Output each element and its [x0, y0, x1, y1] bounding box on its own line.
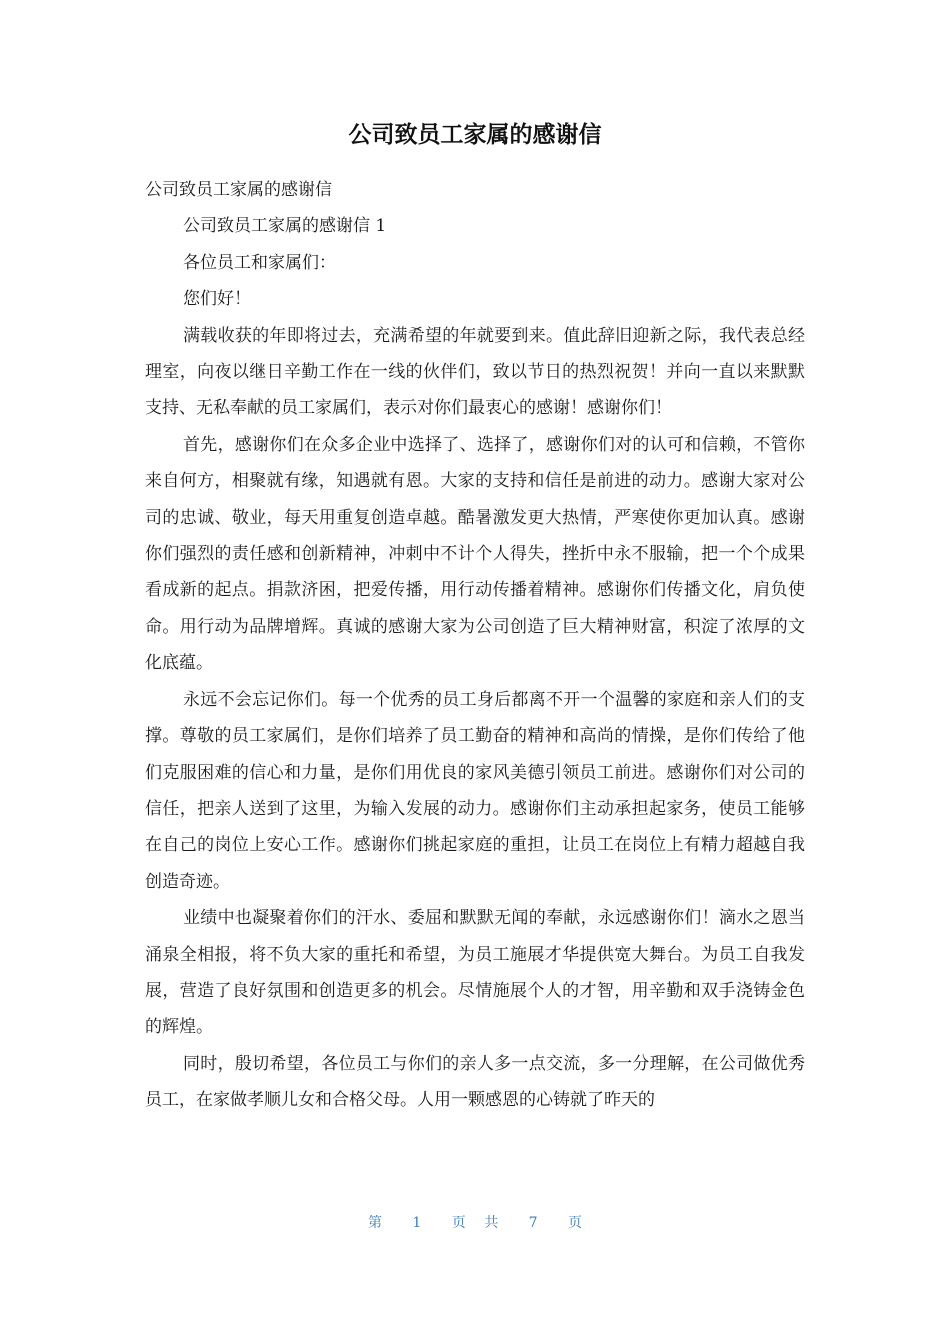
footer-total-pages: 7: [528, 1215, 538, 1231]
paragraph-body: 首先，感谢你们在众多企业中选择了、选择了，感谢你们对的认可和信赖，不管你来自何方，相聚就有缘，知遇就有恩。大家的支持和信任是前进的动力。感谢大家对公司的忠诚、敬业，每天用重复创造卓越。酷暑激发更大热情，严寒使你更加认真。感谢你们强烈的责任感和创新精神，冲刺中不计个人得失，挫折中永不服输，把一个个成果看成新的起点。捐款济困，把爱传播，用行动传播着精神。感谢你们传播文化，肩负使命。用行动为品牌增辉。真诚的感谢大家为公司创造了巨大精神财富，积淀了浓厚的文化底蕴。: [145, 434, 805, 674]
footer-label-page: 第: [367, 1215, 382, 1231]
document-title: 公司致员工家属的感谢信: [348, 122, 602, 148]
document-body: [145, 172, 805, 1119]
paragraph-greeting: 您们好！: [183, 289, 251, 310]
paragraph-heading: 公司致员工家属的感谢信: [145, 180, 332, 200]
footer-current-page: 1: [412, 1215, 422, 1231]
paragraph-salutation: 各位员工和家属们：: [183, 252, 336, 273]
paragraph-body: 同时，殷切希望，各位员工与你们的亲人多一点交流，多一分理解，在公司做优秀员工，在家做孝顺儿女和合格父母。人用一颗感恩的心铸就了昨天的: [145, 1053, 805, 1111]
page-footer: [0, 1212, 950, 1232]
footer-label-of: 页 共: [451, 1215, 499, 1231]
paragraph-body: 永远不会忘记你们。每一个优秀的员工身后都离不开一个温馨的家庭和亲人们的支撑。尊敬的员工家属们，是你们培养了员工勤奋的精神和高尚的情操，是你们传给了他们克服困难的信心和力量，是你们用优良的家风美德引领员工前进。感谢你们对公司的信任，把亲人送到了这里，为输入发展的动力。感谢你们主动承担起家务，使员工能够在自己的岗位上安心工作。感谢你们挑起家庭的重担，让员工在岗位上有精力超越自我创造奇迹。: [145, 689, 805, 892]
paragraph-subtitle: 公司致员工家属的感谢信 1: [183, 216, 387, 237]
paragraph-body: 业绩中也凝聚着你们的汗水、委屈和默默无闻的奉献，永远感谢你们！滴水之恩当涌泉全相报，将不负大家的重托和希望，为员工施展才华提供宽大舞台。为员工自我发展，营造了良好氛围和创造更多的机会。尽情施展个人的才智，用辛勤和双手浇铸金色的辉煌。: [145, 908, 805, 1038]
footer-label-end: 页: [568, 1215, 583, 1231]
paragraph-body: 满载收获的年即将过去，充满希望的年就要到来。值此辞旧迎新之际，我代表总经理室，向夜以继日辛勤工作在一线的伙伴们，致以节日的热烈祝贺！并向一直以来默默支持、无私奉献的员工家属们，表示对你们最衷心的感谢！感谢你们！: [145, 325, 805, 419]
